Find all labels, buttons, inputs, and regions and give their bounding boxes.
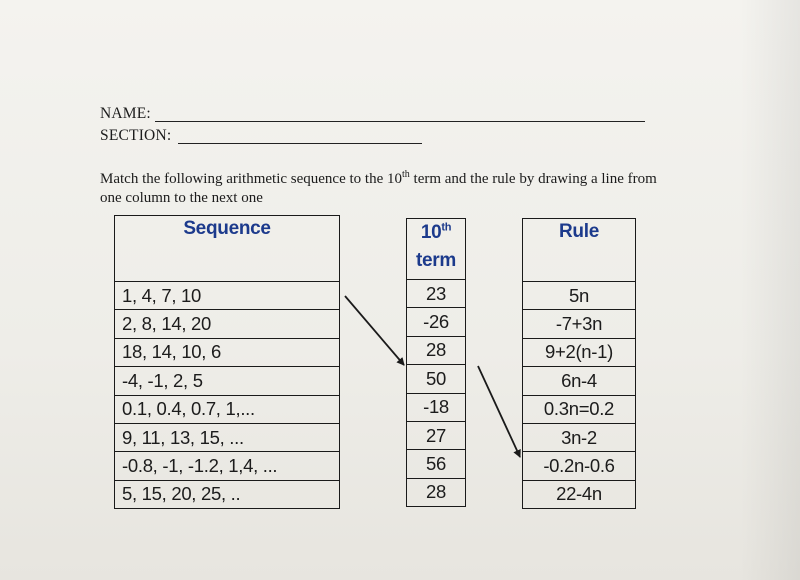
rule-header: Rule (523, 219, 636, 282)
sequence-item[interactable]: -4, -1, 2, 5 (115, 367, 340, 395)
rule-item[interactable]: -0.2n-0.6 (523, 452, 636, 480)
sequence-column (114, 215, 340, 509)
term-item[interactable]: 50 (407, 365, 466, 393)
rule-column (522, 218, 636, 509)
sequence-item[interactable]: 18, 14, 10, 6 (115, 338, 340, 366)
term-item[interactable]: 56 (407, 450, 466, 478)
name-label: NAME: (100, 105, 151, 122)
sequence-item[interactable]: 0.1, 0.4, 0.7, 1,... (115, 395, 340, 423)
rule-item[interactable]: 6n-4 (523, 367, 636, 395)
sequence-header: Sequence (115, 216, 340, 282)
rule-item[interactable]: 0.3n=0.2 (523, 395, 636, 423)
section-blank-line (178, 143, 422, 144)
rule-item[interactable]: 3n-2 (523, 423, 636, 451)
name-field[interactable] (100, 105, 151, 123)
term-item[interactable]: -18 (407, 393, 466, 421)
term-item[interactable]: 23 (407, 280, 466, 308)
instructions-text: Match the following arithmetic sequence to the 10th term and the rule by drawing a line from one column to the next one (100, 169, 657, 206)
sequence-item[interactable]: 2, 8, 14, 20 (115, 310, 340, 338)
rule-item[interactable]: 9+2(n-1) (523, 338, 636, 366)
rule-item[interactable]: 22-4n (523, 480, 636, 508)
rule-item[interactable]: -7+3n (523, 310, 636, 338)
tenth-term-header: 10th term (407, 219, 466, 280)
rule-item[interactable]: 5n (523, 282, 636, 310)
sequence-item[interactable]: -0.8, -1, -1.2, 1,4, ... (115, 452, 340, 480)
name-blank-line (155, 121, 645, 122)
page-edge-shadow (740, 0, 800, 580)
sequence-item[interactable]: 1, 4, 7, 10 (115, 282, 340, 310)
term-item[interactable]: 28 (407, 336, 466, 364)
term-item[interactable]: -26 (407, 308, 466, 336)
term-item[interactable]: 28 (407, 478, 466, 506)
section-label: SECTION: (100, 127, 172, 144)
tenth-term-column (406, 218, 466, 507)
section-field[interactable] (100, 127, 171, 145)
sequence-item[interactable]: 9, 11, 13, 15, ... (115, 423, 340, 451)
sequence-item[interactable]: 5, 15, 20, 25, .. (115, 480, 340, 508)
term-item[interactable]: 27 (407, 421, 466, 449)
